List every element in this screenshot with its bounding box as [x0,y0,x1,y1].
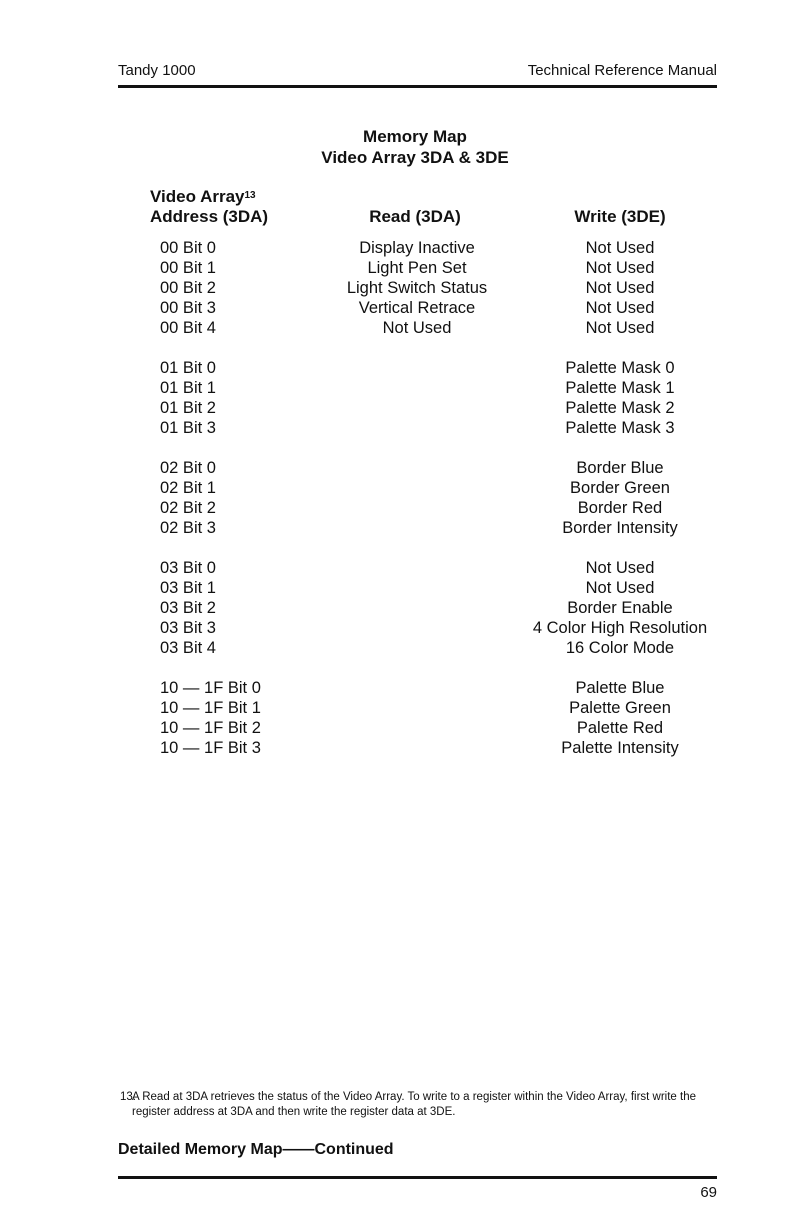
footnote-text: A Read at 3DA retrieves the status of the Video Array. To write to a register within the Video Array, first write the register address at 3DA and then write the register data at 3DE. [132,1091,696,1118]
write-value: Palette Mask 2 [565,399,675,417]
table-row [0,498,795,518]
register-address: 02 Bit 2 [160,499,216,517]
table-row [0,638,795,658]
table-row [0,558,795,578]
write-value: Not Used [585,319,655,337]
table-row [0,718,795,738]
table-row [0,478,795,498]
table-row [0,458,795,478]
register-address: 00 Bit 2 [160,279,216,297]
table-row [0,678,795,698]
column-header-address [150,187,280,227]
register-address: 03 Bit 3 [160,619,216,637]
running-header-left: Tandy 1000 [118,62,196,79]
register-address: 00 Bit 0 [160,239,216,257]
register-address: 10 — 1F Bit 2 [160,719,261,737]
page-title-block [0,126,795,168]
register-address: 03 Bit 1 [160,579,216,597]
column-header-write: Write (3DE) [574,207,666,226]
register-address: 01 Bit 0 [160,359,216,377]
register-address: 00 Bit 4 [160,319,216,337]
write-value: 16 Color Mode [565,639,675,657]
table-row [0,698,795,718]
register-group [0,238,795,338]
register-address: 03 Bit 4 [160,639,216,657]
write-value: Not Used [585,239,655,257]
page-number: 69 [700,1184,717,1201]
write-value: Palette Green [569,699,671,717]
register-group [0,678,795,758]
register-group [0,558,795,658]
write-value: Border Green [570,479,670,497]
register-address: 03 Bit 0 [160,559,216,577]
table-row [0,578,795,598]
table-row [0,278,795,298]
footnote-marker: 13 [244,190,256,201]
table-row [0,238,795,258]
write-value: Not Used [585,299,655,317]
write-value: Not Used [585,559,655,577]
title-line-2: Video Array 3DA & 3DE [321,148,509,167]
register-address: 10 — 1F Bit 3 [160,739,261,757]
write-value: Palette Mask 3 [565,419,675,437]
register-address: 01 Bit 3 [160,419,216,437]
read-value: Not Used [382,319,452,337]
table-row [0,398,795,418]
write-value: Palette Red [576,719,664,737]
table-row [0,258,795,278]
register-group [0,458,795,538]
header-rule [118,85,717,88]
register-address: 10 — 1F Bit 1 [160,699,261,717]
column-header-read: Read (3DA) [369,207,461,226]
write-value: Not Used [585,259,655,277]
table-row [0,318,795,338]
footer-rule [118,1176,717,1179]
column-header-address-line1: Video Array [150,187,245,206]
table-row [0,418,795,438]
table-row [0,518,795,538]
footnote [120,1090,720,1120]
register-table [0,238,795,778]
write-value: Not Used [585,579,655,597]
write-value: Palette Blue [575,679,665,697]
register-address: 02 Bit 1 [160,479,216,497]
read-value: Light Switch Status [346,279,488,297]
write-value: Border Blue [576,459,664,477]
read-value: Display Inactive [359,239,475,257]
register-address: 10 — 1F Bit 0 [160,679,261,697]
write-value: Palette Mask 0 [565,359,675,377]
register-address: 00 Bit 3 [160,299,216,317]
table-row [0,598,795,618]
register-group [0,358,795,438]
table-row [0,358,795,378]
register-address: 01 Bit 1 [160,379,216,397]
read-value: Light Pen Set [367,259,467,277]
title-line-1: Memory Map [363,127,467,146]
write-value: Palette Intensity [561,739,679,757]
table-row [0,298,795,318]
write-value: Palette Mask 1 [565,379,675,397]
register-address: 01 Bit 2 [160,399,216,417]
register-address: 03 Bit 2 [160,599,216,617]
column-header-address-line2: Address (3DA) [150,207,269,226]
read-value: Vertical Retrace [358,299,476,317]
register-address: 02 Bit 0 [160,459,216,477]
write-value: Border Red [577,499,663,517]
write-value: Border Intensity [562,519,678,537]
table-row [0,738,795,758]
register-address: 00 Bit 1 [160,259,216,277]
write-value: Not Used [585,279,655,297]
table-row [0,378,795,398]
register-address: 02 Bit 3 [160,519,216,537]
running-header-right: Technical Reference Manual [527,62,717,79]
continued-heading: Detailed Memory Map——Continued [118,1141,394,1158]
write-value: 4 Color High Resolution [532,619,708,637]
table-row [0,618,795,638]
footnote-number: 13. [120,1091,136,1103]
write-value: Border Enable [567,599,673,617]
